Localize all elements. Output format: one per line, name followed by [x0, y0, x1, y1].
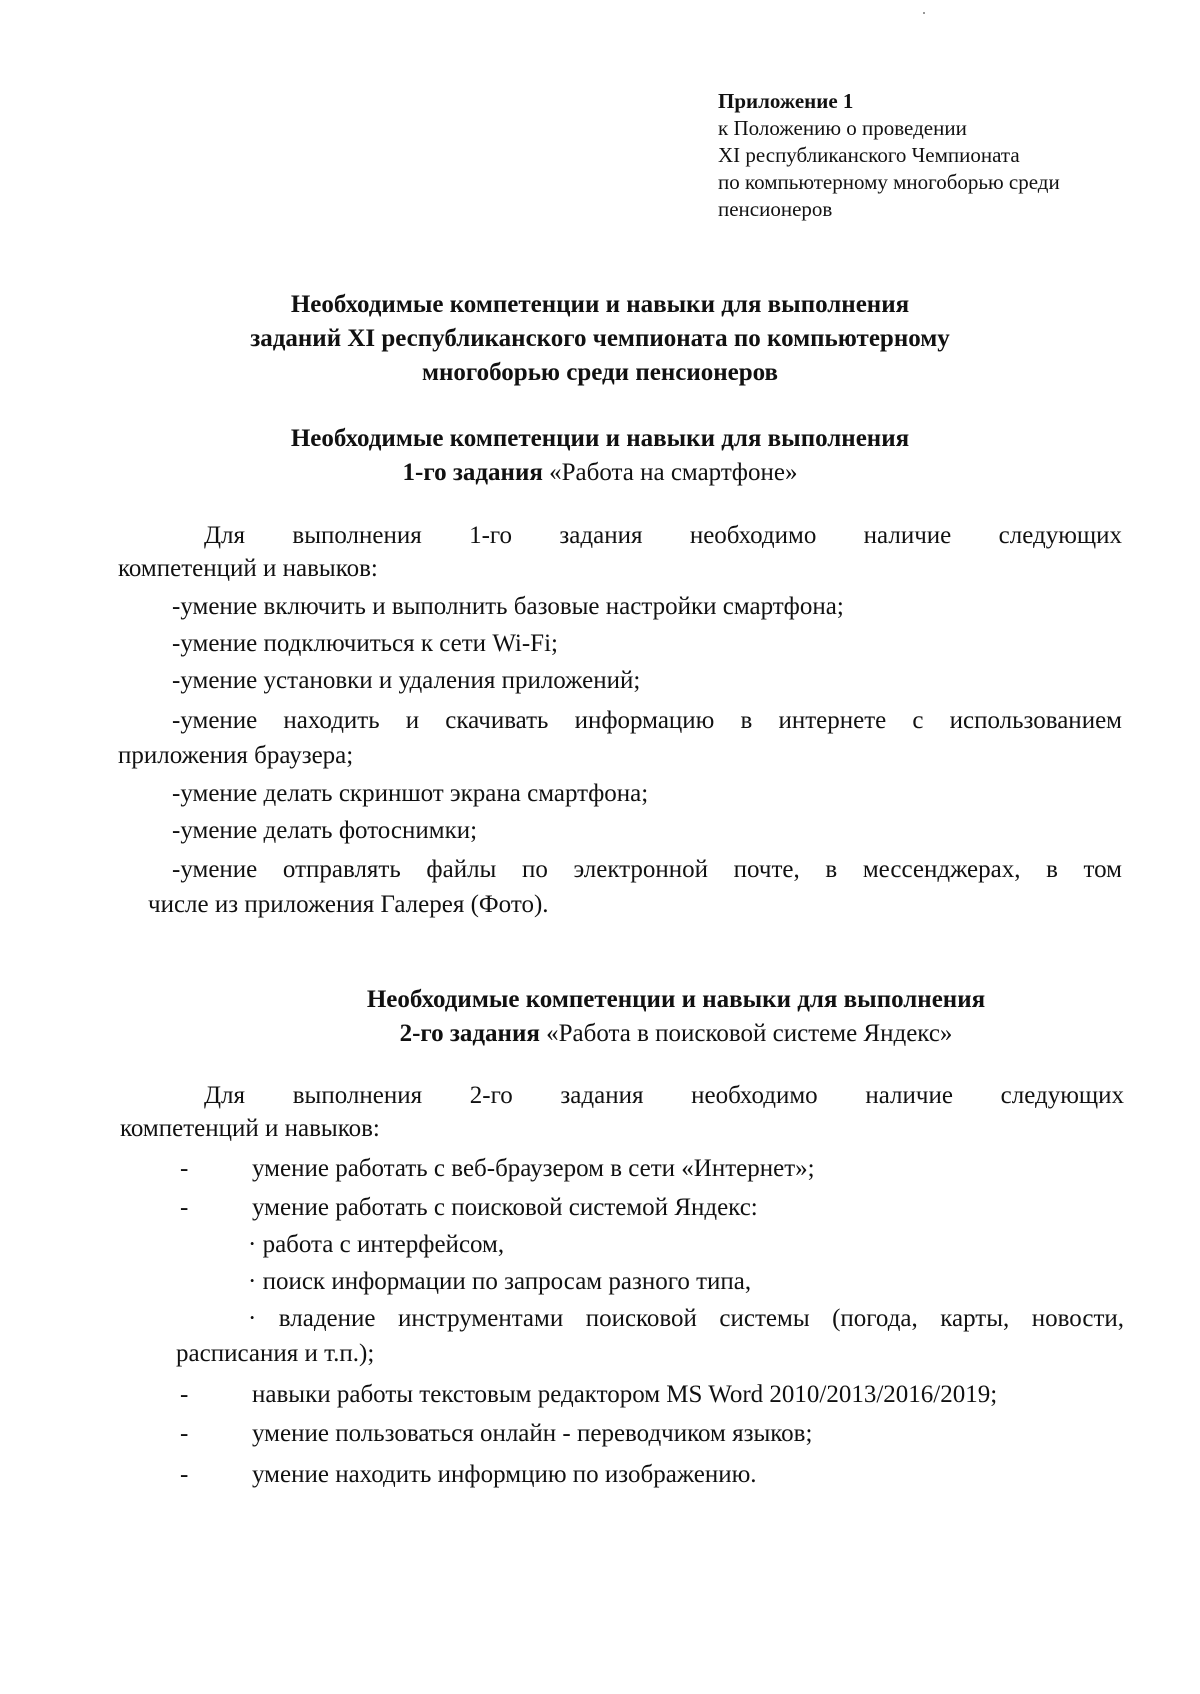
section1-item — [172, 627, 558, 660]
annex-block — [718, 88, 1138, 223]
annex-title: Приложение 1 — [718, 89, 854, 113]
list-item-text: умение пользоваться онлайн - переводчиком языков; — [252, 1420, 813, 1447]
section1-heading — [0, 422, 1200, 490]
list-item-text: -умение делать скриншот экрана смартфона; — [172, 780, 649, 807]
annex-line: пенсионеров — [718, 197, 833, 221]
list-item-text: · поиск информации по запросам разного типа, — [248, 1268, 752, 1295]
section2-task-number: 2-го задания — [399, 1020, 540, 1047]
main-title-line: Необходимые компетенции и навыки для выполнения — [290, 291, 910, 318]
section1-item-cont — [148, 888, 549, 921]
section1-item — [172, 664, 640, 697]
dash-marker: - — [180, 1420, 189, 1447]
list-item-text: умение работать с веб-браузером в сети «Интернет»; — [252, 1155, 815, 1182]
list-item-text: умение работать с поисковой системой Яндекс: — [252, 1194, 758, 1221]
list-item-text: числе из приложения Галерея (Фото). — [148, 891, 549, 918]
section1-item — [172, 704, 1122, 737]
section1-intro-cont — [118, 552, 378, 585]
dash-marker: - — [180, 1381, 189, 1408]
scan-speck — [923, 12, 925, 14]
annex-line: к Положению о проведении — [718, 116, 967, 140]
list-item-text: -умение делать фотоснимки; — [172, 817, 478, 844]
annex-line: XI республиканского Чемпионата — [718, 143, 1020, 167]
list-item-text: умение находить информцию по изображению. — [252, 1461, 757, 1488]
section1-intro — [204, 519, 1122, 552]
section2-subitem — [248, 1265, 751, 1298]
section2-subitem — [248, 1302, 1124, 1335]
section1-intro-line: компетенций и навыков: — [118, 555, 378, 582]
section1-heading-line2 — [0, 456, 1200, 490]
section1-item — [172, 853, 1122, 886]
list-item-text: навыки работы текстовым редактором MS Word 2010/2013/2016/2019; — [252, 1381, 998, 1408]
main-title-line: заданий XI республиканского чемпионата по компьютерному — [250, 325, 950, 352]
main-title — [0, 288, 1200, 390]
section1-task-number: 1-го задания — [402, 459, 543, 486]
section2-intro-line: Для выполнения 2-го задания необходимо наличие следующих — [204, 1082, 1124, 1109]
section2-heading-line2 — [76, 1017, 1200, 1051]
section1-heading-line: Необходимые компетенции и навыки для выполнения — [290, 425, 910, 452]
section1-item — [172, 814, 477, 847]
annex-line: по компьютерному многоборью среди — [718, 170, 1060, 194]
dash-marker: - — [180, 1194, 189, 1221]
section2-intro-line: компетенций и навыков: — [120, 1115, 380, 1142]
section2-task-name: «Работа в поисковой системе Яндекс» — [546, 1020, 953, 1047]
section2-intro — [204, 1079, 1124, 1112]
section2-intro-cont — [120, 1112, 380, 1145]
list-item-text: · работа с интерфейсом, — [248, 1231, 505, 1258]
list-item-text: -умение находить и скачивать информацию в интернете с использованием — [172, 707, 1122, 734]
section1-item — [172, 590, 844, 623]
section2-heading — [76, 983, 1200, 1051]
list-item-text: приложения браузера; — [118, 742, 354, 769]
list-item-text: -умение подключиться к сети Wi-Fi; — [172, 630, 558, 657]
list-item-text: -умение установки и удаления приложений; — [172, 667, 641, 694]
list-item-text: · владение инструментами поисковой системы (погода, карты, новости, — [248, 1305, 1124, 1332]
section2-subitem-cont — [176, 1337, 374, 1370]
section1-item-cont — [118, 739, 353, 772]
section1-intro-line: Для выполнения 1-го задания необходимо наличие следующих — [204, 522, 1122, 549]
list-item-text: -умение включить и выполнить базовые настройки смартфона; — [172, 593, 844, 620]
section1-task-name: «Работа на смартфоне» — [549, 459, 798, 486]
dash-marker: - — [180, 1461, 189, 1488]
dash-marker: - — [180, 1155, 189, 1182]
list-item-text: -умение отправлять файлы по электронной почте, в мессенджерах, в том — [172, 856, 1122, 883]
section1-item — [172, 777, 648, 810]
section2-subitem — [248, 1228, 504, 1261]
section2-heading-line: Необходимые компетенции и навыки для выполнения — [366, 986, 986, 1013]
list-item-text: расписания и т.п.); — [176, 1340, 375, 1367]
main-title-line: многоборью среди пенсионеров — [421, 359, 779, 386]
